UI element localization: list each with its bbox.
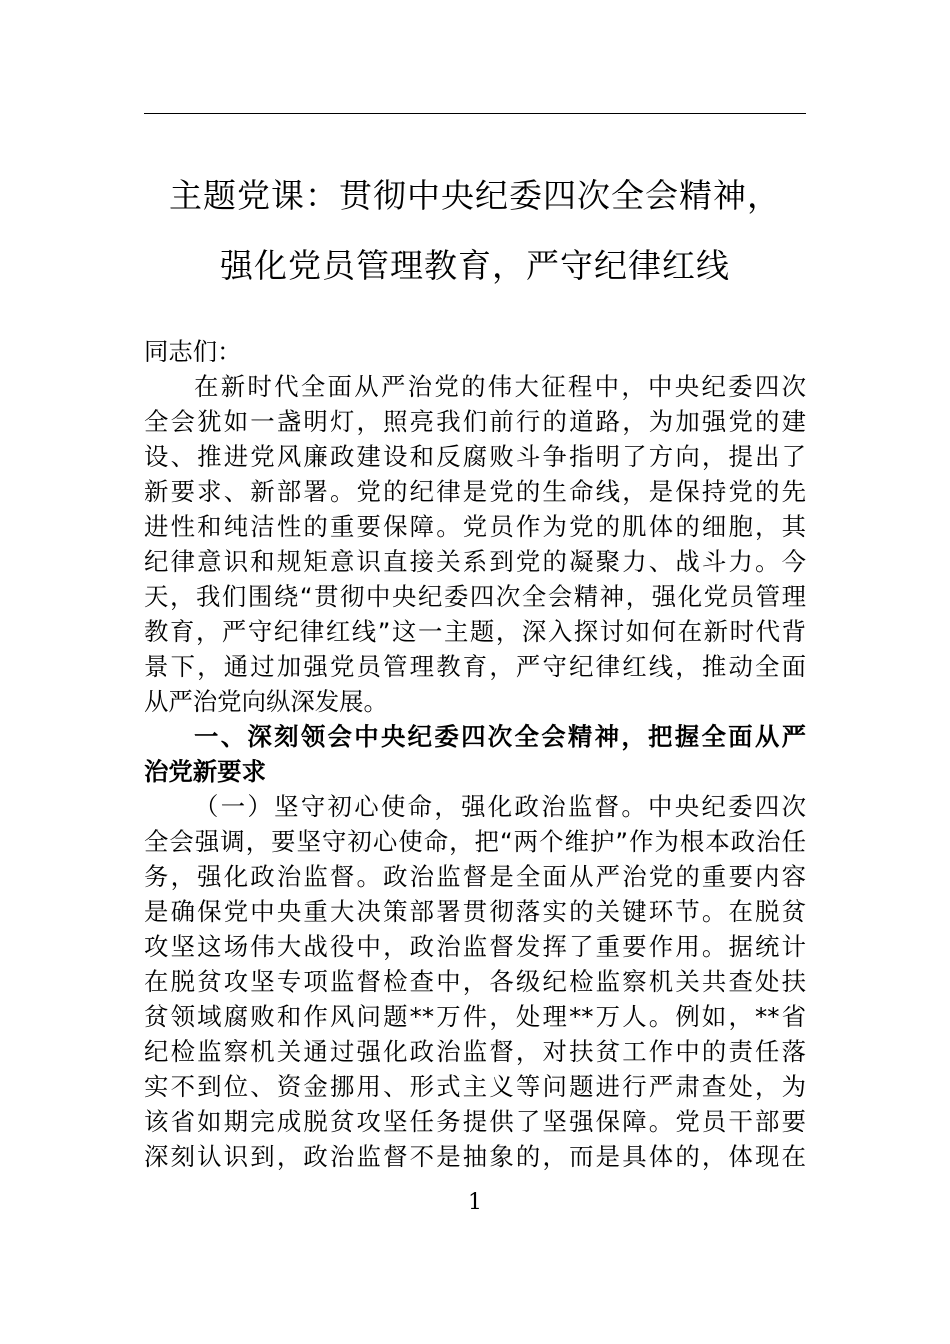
paragraph-2-line: 实不到位、资金挪用、形式主义等问题进行严肃查处，为 (144, 1072, 806, 1101)
paragraph-1-line: 景下，通过加强党员管理教育，严守纪律红线，推动全面 (144, 652, 806, 681)
paragraph-2-line: 在脱贫攻坚专项监督检查中，各级纪检监察机关共查处扶 (144, 967, 806, 996)
paragraph-2-line: 全会强调，要坚守初心使命，把“两个维护”作为根本政治任 (144, 827, 806, 856)
section-1-heading-line: 治党新要求 (144, 757, 266, 786)
header-rule (144, 113, 806, 114)
paragraph-1-line: 教育，严守纪律红线”这一主题，深入探讨如何在新时代背 (144, 617, 806, 646)
paragraph-2-line: 攻坚这场伟大战役中，政治监督发挥了重要作用。据统计 (144, 932, 806, 961)
salutation: 同志们： (144, 337, 242, 366)
paragraph-1-line: 新要求、新部署。党的纪律是党的生命线，是保持党的先 (144, 477, 806, 506)
section-1-heading-line: 一、深刻领会中央纪委四次全会精神，把握全面从严 (194, 722, 806, 751)
paragraph-1-line: 从严治党向纵深发展。 (144, 687, 388, 716)
paragraph-2-line: 深刻认识到，政治监督不是抽象的，而是具体的，体现在 (144, 1142, 806, 1171)
paragraph-2-line: 是确保党中央重大决策部署贯彻落实的关键环节。在脱贫 (144, 897, 806, 926)
paragraph-1-line: 在新时代全面从严治党的伟大征程中，中央纪委四次 (194, 372, 806, 401)
paragraph-1-line: 设、推进党风廉政建设和反腐败斗争指明了方向，提出了 (144, 442, 806, 471)
paragraph-1-line: 纪律意识和规矩意识直接关系到党的凝聚力、战斗力。今 (144, 547, 806, 576)
paragraph-2-line: 纪检监察机关通过强化政治监督，对扶贫工作中的责任落 (144, 1037, 806, 1066)
paragraph-2-line: 贫领域腐败和作风问题**万件，处理**万人。例如，**省 (144, 1002, 806, 1031)
document-body (144, 334, 806, 1174)
paragraph-1-line: 进性和纯洁性的重要保障。党员作为党的肌体的细胞，其 (144, 512, 806, 541)
paragraph-2-line: （一）坚守初心使命，强化政治监督。中央纪委四次 (194, 792, 806, 821)
document-title-line-1: 主题党课：贯彻中央纪委四次全会精神， (169, 176, 781, 215)
paragraph-1-line: 天，我们围绕“贯彻中央纪委四次全会精神，强化党员管理 (144, 582, 806, 611)
paragraph-2-line: 务，强化政治监督。政治监督是全面从严治党的重要内容 (144, 862, 806, 891)
document-title-line-2: 强化党员管理教育，严守纪律红线 (220, 246, 730, 285)
paragraph-1-line: 全会犹如一盏明灯，照亮我们前行的道路，为加强党的建 (144, 407, 806, 436)
page-number: 1 (468, 1190, 482, 1215)
paragraph-2-line: 该省如期完成脱贫攻坚任务提供了坚强保障。党员干部要 (144, 1107, 806, 1136)
